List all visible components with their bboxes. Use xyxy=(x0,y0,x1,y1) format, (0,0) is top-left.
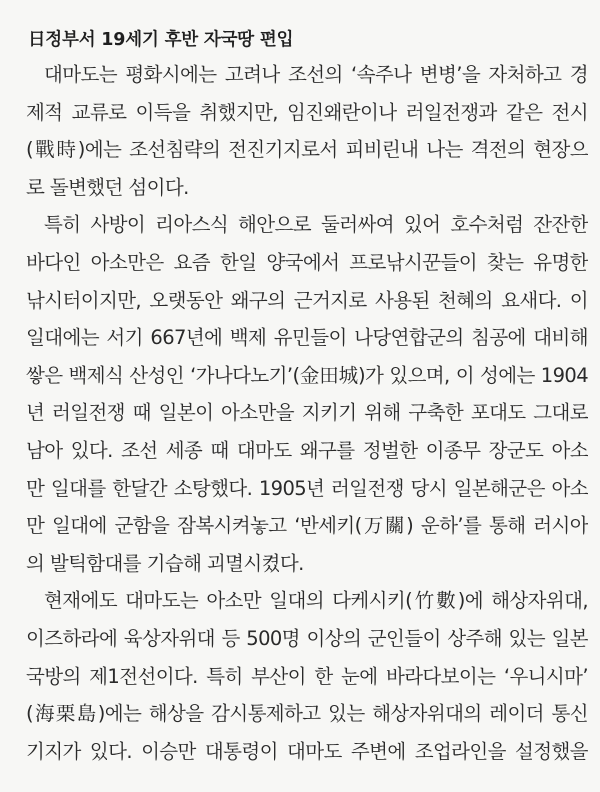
text-line: 로 돌변했던 섬이다. xyxy=(26,175,189,199)
text-line: 특히 사방이 리아스식 해안으로 둘러싸여 있어 호수처럼 잔잔한 xyxy=(44,213,588,237)
section-heading: 日정부서 19세기 후반 자국땅 편입 xyxy=(28,30,294,50)
text-line: 만 일대에 군함을 잠복시켜놓고 ‘반세키(万關) 운하’를 통해 러시아 xyxy=(26,514,588,538)
text-line: 바다인 아소만은 요즘 한일 양국에서 프로낚시꾼들이 찾는 유명한 xyxy=(26,251,588,274)
text-line: 의 발틱함대를 기습해 괴멸시켰다. xyxy=(26,551,304,575)
text-line: 쌓은 백제식 산성인 ‘가나다노기’(金田城)가 있으며, 이 성에는 1904 xyxy=(26,363,588,387)
text-line: 만 일대를 한달간 소탕했다. 1905년 러일전쟁 당시 일본해군은 아소 xyxy=(26,476,588,500)
text-line: 국방의 제1전선이다. 특히 부산이 한 눈에 바라다보이는 ‘우니시마’ xyxy=(26,664,588,688)
text-line: 일대에는 서기 667년에 백제 유민들이 나당연합군의 침공에 대비해 xyxy=(26,326,588,350)
text-line: 년 러일전쟁 때 일본이 아소만을 지키기 위해 구축한 포대도 그대로 xyxy=(26,401,588,425)
text-line: 대마도는 평화시에는 고려나 조선의 ‘속주나 변병’을 자처하고 경 xyxy=(44,63,588,86)
text-line: (海栗島)에는 해상을 감시통제하고 있는 해상자위대의 레이더 통신 xyxy=(26,702,588,726)
text-line: (戰時)에는 조선침략의 전진기지로서 피비린내 나는 격전의 현장으 xyxy=(26,138,588,162)
text-line: 남아 있다. 조선 세종 때 대마도 왜구를 정벌한 이종무 장군도 아소 xyxy=(26,439,588,462)
text-line: 낚시터이지만, 오랫동안 왜구의 근거지로 사용된 천혜의 요새다. 이 xyxy=(26,288,588,312)
text-line: 기지가 있다. 이승만 대통령이 대마도 주변에 조업라인을 설정했을 xyxy=(26,739,588,763)
text-line: 현재에도 대마도는 아소만 일대의 다케시키(竹數)에 해상자위대, xyxy=(44,589,588,613)
text-line: 이즈하라에 육상자위대 등 500명 이상의 군인들이 상주해 있는 일본 xyxy=(26,627,588,650)
text-line: 제적 교류로 이득을 취했지만, 임진왜란이나 러일전쟁과 같은 전시 xyxy=(26,100,588,124)
